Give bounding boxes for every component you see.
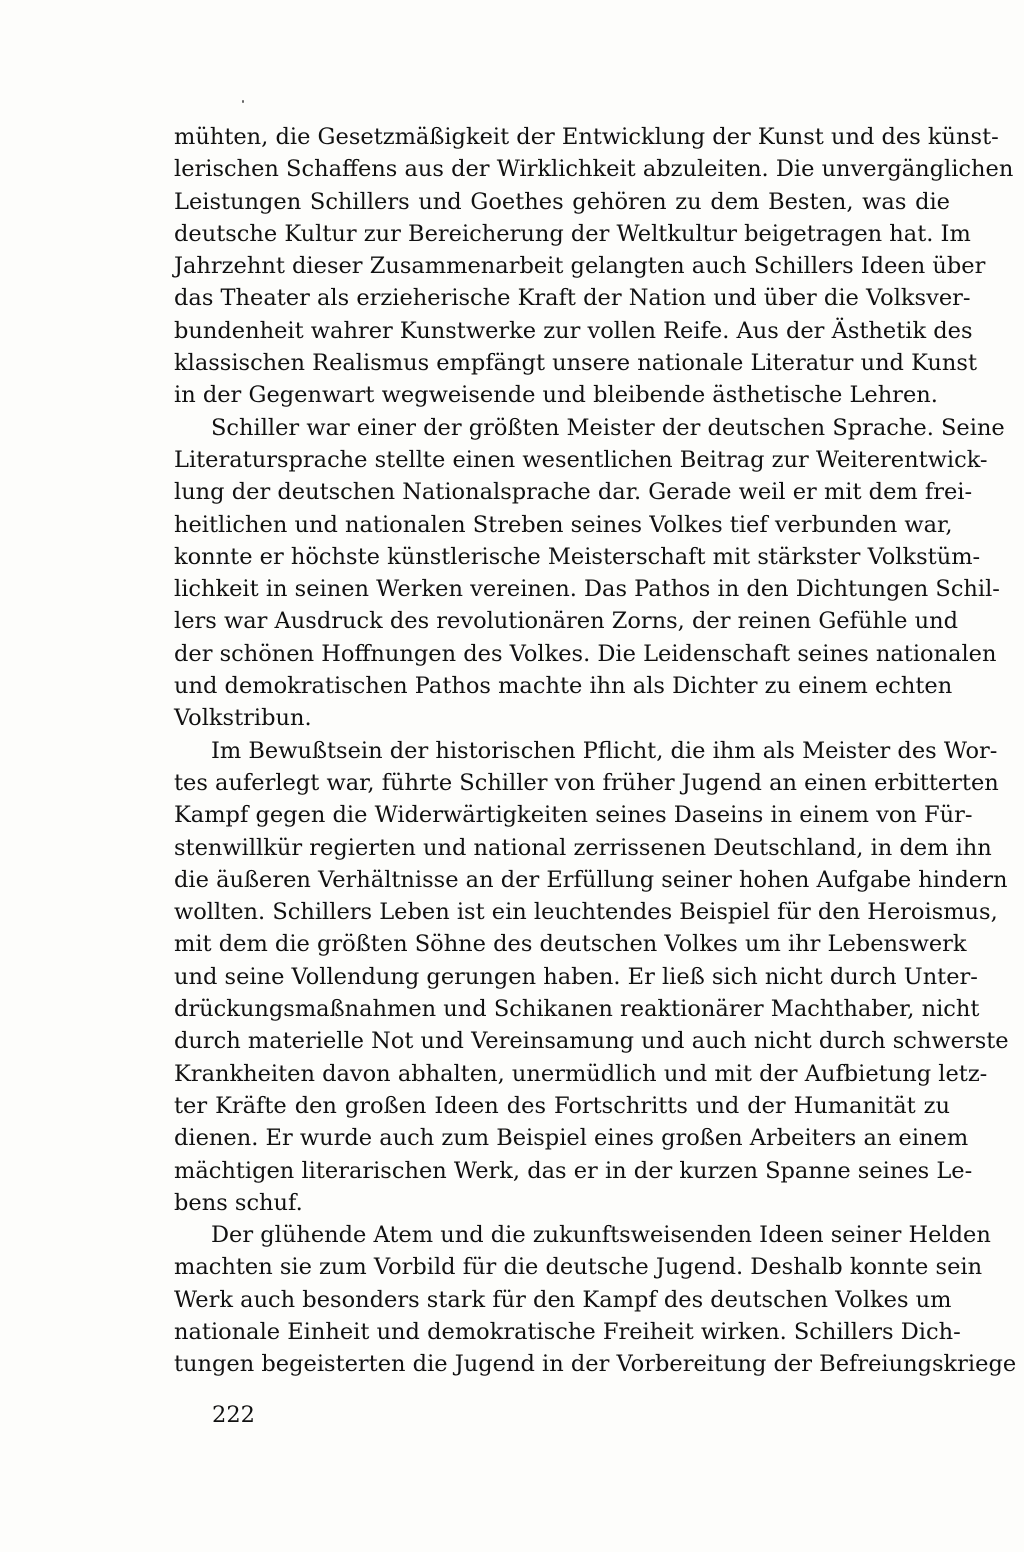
text-line: wollten. Schillers Leben ist ein leuchtendes Beispiel für den Heroismus, <box>174 899 998 926</box>
text-line: in der Gegenwart wegweisende und bleibende ästhetische Lehren. <box>174 382 938 409</box>
text-line: bundenheit wahrer Kunstwerke zur vollen Reife. Aus der Ästhetik des <box>174 317 973 344</box>
text-line: lers war Ausdruck des revolutionären Zorns, der reinen Gefühle und <box>174 608 958 635</box>
text-line: Schiller war einer der größten Meister der deutschen Sprache. Seine <box>211 414 1005 441</box>
text-line: mit dem die größten Söhne des deutschen Volkes um ihr Lebenswerk <box>174 931 967 958</box>
text-line: tungen begeisterten die Jugend in der Vorbereitung der Befreiungskriege <box>174 1351 1017 1378</box>
page-number: 222 <box>212 1402 255 1428</box>
text-line: heitlichen und nationalen Streben seines Volkes tief verbunden war, <box>174 511 953 538</box>
text-line: stenwillkür regierten und national zerrissenen Deutschland, in dem ihn <box>174 834 992 861</box>
text-line: tes auferlegt war, führte Schiller von früher Jugend an einen erbitterten <box>174 769 999 796</box>
text-line: ter Kräfte den großen Ideen des Fortschritts und der Humanität zu <box>174 1092 950 1119</box>
text-line: lichkeit in seinen Werken vereinen. Das Pathos in den Dichtungen Schil- <box>174 576 1000 603</box>
text-line: lerischen Schaffens aus der Wirklichkeit abzuleiten. Die unvergänglichen <box>174 156 1014 183</box>
text-line: klassischen Realismus empfängt unsere nationale Literatur und Kunst <box>174 350 978 377</box>
text-line: nationale Einheit und demokratische Freiheit wirken. Schillers Dich- <box>174 1318 961 1345</box>
text-line: Krankheiten davon abhalten, unermüdlich und mit der Aufbietung letz- <box>174 1060 988 1087</box>
text-line: mühten, die Gesetzmäßigkeit der Entwicklung der Kunst und des künst- <box>174 124 999 150</box>
text-line: Leistungen Schillers und Goethes gehören zu dem Besten, was die <box>174 188 950 215</box>
print-speck <box>242 100 244 103</box>
text-line: bens schuf. <box>174 1189 303 1216</box>
text-line: mächtigen literarischen Werk, das er in der kurzen Spanne seines Le- <box>174 1157 973 1184</box>
text-line: der schönen Hoffnungen des Volkes. Die Leidenschaft seines nationalen <box>174 640 997 667</box>
text-line: konnte er höchste künstlerische Meisterschaft mit stärkster Volkstüm- <box>174 543 981 570</box>
text-line: drückungsmaßnahmen und Schikanen reaktionärer Machthaber, nicht <box>174 996 980 1023</box>
text-line: das Theater als erzieherische Kraft der Nation und über die Volksver- <box>174 285 971 312</box>
text-line: deutsche Kultur zur Bereicherung der Weltkultur beigetragen hat. Im <box>174 220 971 247</box>
text-line: Kampf gegen die Widerwärtigkeiten seines Daseins in einem von Für- <box>174 802 973 829</box>
text-line: Werk auch besonders stark für den Kampf des deutschen Volkes um <box>174 1286 952 1313</box>
text-line: Der glühende Atem und die zukunftsweisenden Ideen seiner Helden <box>211 1222 991 1249</box>
paragraph <box>174 735 1009 1219</box>
text-line: durch materielle Not und Vereinsamung und auch nicht durch schwerste <box>174 1028 1009 1055</box>
text-line: Jahrzehnt dieser Zusammenarbeit gelangten auch Schillers Ideen über <box>174 253 986 280</box>
text-line: und demokratischen Pathos machte ihn als Dichter zu einem echten <box>174 673 953 700</box>
text-line: Literatursprache stellte einen wesentlichen Beitrag zur Weiterentwick- <box>174 446 988 473</box>
text-line: dienen. Er wurde auch zum Beispiel eines großen Arbeiters an einem <box>174 1125 969 1152</box>
text-line: lung der deutschen Nationalsprache dar. Gerade weil er mit dem frei- <box>174 479 973 506</box>
text-line: die äußeren Verhältnisse an der Erfüllung seiner hohen Aufgabe hindern <box>174 866 1008 893</box>
paragraph <box>174 1219 1017 1380</box>
paragraph <box>174 121 1014 412</box>
text-line: Im Bewußtsein der historischen Pflicht, die ihm als Meister des Wor- <box>211 737 998 764</box>
text-line: machten sie zum Vorbild für die deutsche Jugend. Deshalb konnte sein <box>174 1254 983 1281</box>
text-line: und seine Vollendung gerungen haben. Er ließ sich nicht durch Unter- <box>174 963 978 990</box>
text-line: Volkstribun. <box>174 705 312 732</box>
paragraph <box>174 412 1005 735</box>
body-text <box>174 121 1017 1381</box>
